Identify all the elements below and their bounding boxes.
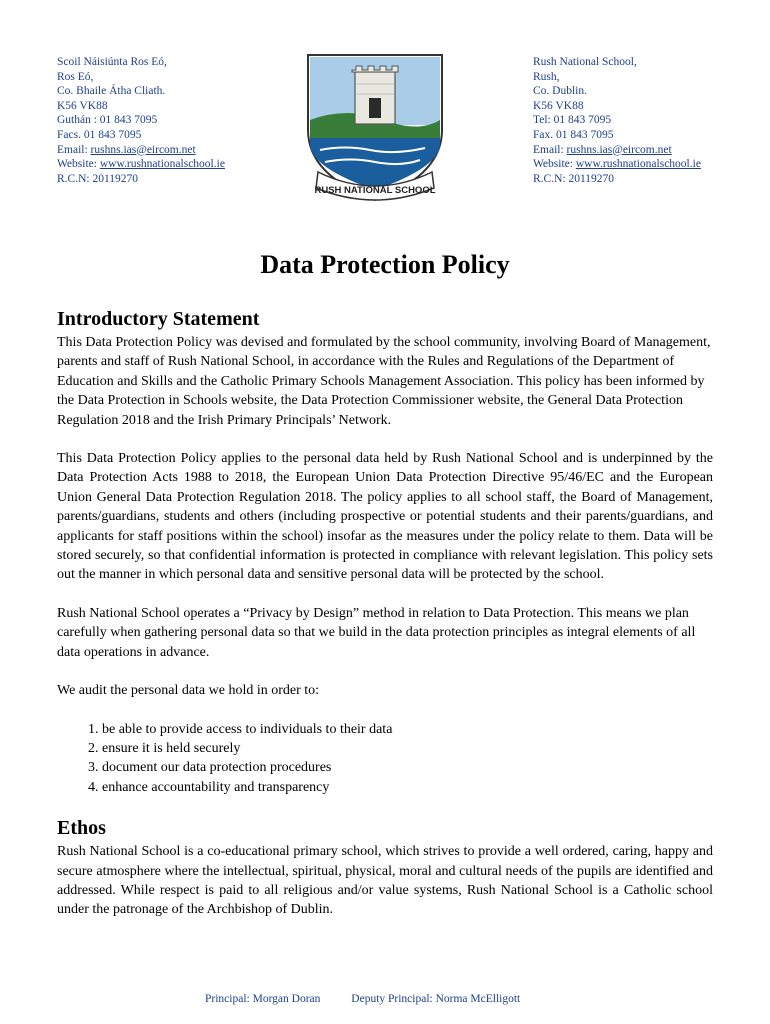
list-item: 2. ensure it is held securely (102, 739, 713, 758)
document-title: Data Protection Policy (260, 250, 510, 279)
address-line: Co. Dublin. (533, 85, 587, 98)
phone-line: Tel: 01 843 7095 (533, 114, 612, 127)
section-heading: Ethos (57, 817, 106, 840)
address-line: Rush National School, (533, 56, 637, 68)
document-body (57, 307, 713, 939)
rcn-line: R.C.N: 20119270 (533, 172, 615, 185)
website-line: Website: www.rushnationalschool.ie (57, 158, 225, 171)
fax-line: Facs. 01 843 7095 (57, 128, 142, 141)
address-line: K56 VK88 (533, 99, 584, 112)
section-heading: Introductory Statement (57, 308, 260, 330)
irish-address-block (57, 55, 225, 186)
address-line: Rush, (533, 70, 560, 83)
principal-name: Principal: Morgan Doran (205, 993, 321, 1005)
list-item: 3. document our data protection procedures (102, 758, 713, 777)
address-line: Co. Bhaile Átha Cliath. (57, 85, 166, 98)
email-link[interactable]: rushns.ias@eircom.net (90, 143, 196, 156)
paragraph: We audit the personal data we hold in order to: (57, 683, 320, 699)
paragraph: This Data Protection Policy applies to the personal data held by Rush National School and is underpinned by the Data Protection Acts 1988 to 2018, the European Union Data Protection Directive 95/46/EC and the European Union General Data Protection Regulation 2018. The policy applies to all school staff, the Board of Management, parents/guardians, students and others (including prospective or potential students and their parents/guardians, and applicants for staff positions within the school) insofar as the measures under the policy relate to them. Data will be stored securely, so that confidential information is protected in compliance with relevant legislation. This policy sets out the manner in which personal data and sensitive personal data will be protected by the school. (57, 451, 713, 583)
address-line: Scoil Náisiúnta Ros Eó, (57, 56, 167, 68)
deputy-principal-name: Deputy Principal: Norma McElligott (351, 993, 521, 1005)
school-crest-logo (300, 50, 450, 205)
english-address-block (533, 55, 701, 186)
email-line: Email: rushns.ias@eircom.net (57, 143, 196, 156)
email-line: Email: rushns.ias@eircom.net (533, 143, 672, 156)
paragraph: Rush National School is a co-educational primary school, which strives to provide a well ordered, caring, happy and secure atmosphere where the intellectual, spiritual, physical, moral and cultural needs of the pupils are identified and addressed. While respect is paid to all religious and/or value systems, Rush National School is a Catholic school under the patronage of the Archbishop of Dublin. (57, 844, 713, 918)
website-link[interactable]: www.rushnationalschool.ie (99, 158, 225, 171)
page-footer (205, 993, 548, 1005)
website-line: Website: www.rushnationalschool.ie (533, 158, 701, 171)
paragraph: Rush National School operates a “Privacy by Design” method in relation to Data Protection. This means we plan carefully when gathering personal data so that we build in the data protection principles as integral elements of all data operations in advance. (57, 605, 696, 660)
website-link[interactable]: www.rushnationalschool.ie (575, 158, 701, 171)
audit-list (57, 720, 713, 798)
crest-banner-text: RUSH NATIONAL SCHOOL (314, 185, 436, 196)
address-line: Ros Eó, (57, 70, 94, 83)
phone-line: Guthán : 01 843 7095 (57, 114, 158, 127)
paragraph: This Data Protection Policy was devised and formulated by the school community, involving Board of Management, parents and staff of Rush National School, in accordance with the Rules and Regulations of the Department of Education and Skills and the Catholic Primary Schools Management Association. This policy has been informed by the Data Protection in Schools website, the Data Protection Commissioner website, the General Data Protection Regulation 2018 and the Irish Primary Principals’ Network. (57, 335, 711, 428)
list-item: 4. enhance accountability and transparency (102, 778, 713, 797)
rcn-line: R.C.N: 20119270 (57, 172, 139, 185)
address-line: K56 VK88 (57, 99, 108, 112)
list-item: 1. be able to provide access to individuals to their data (102, 720, 713, 739)
email-link[interactable]: rushns.ias@eircom.net (566, 143, 672, 156)
fax-line: Fax. 01 843 7095 (533, 128, 614, 141)
